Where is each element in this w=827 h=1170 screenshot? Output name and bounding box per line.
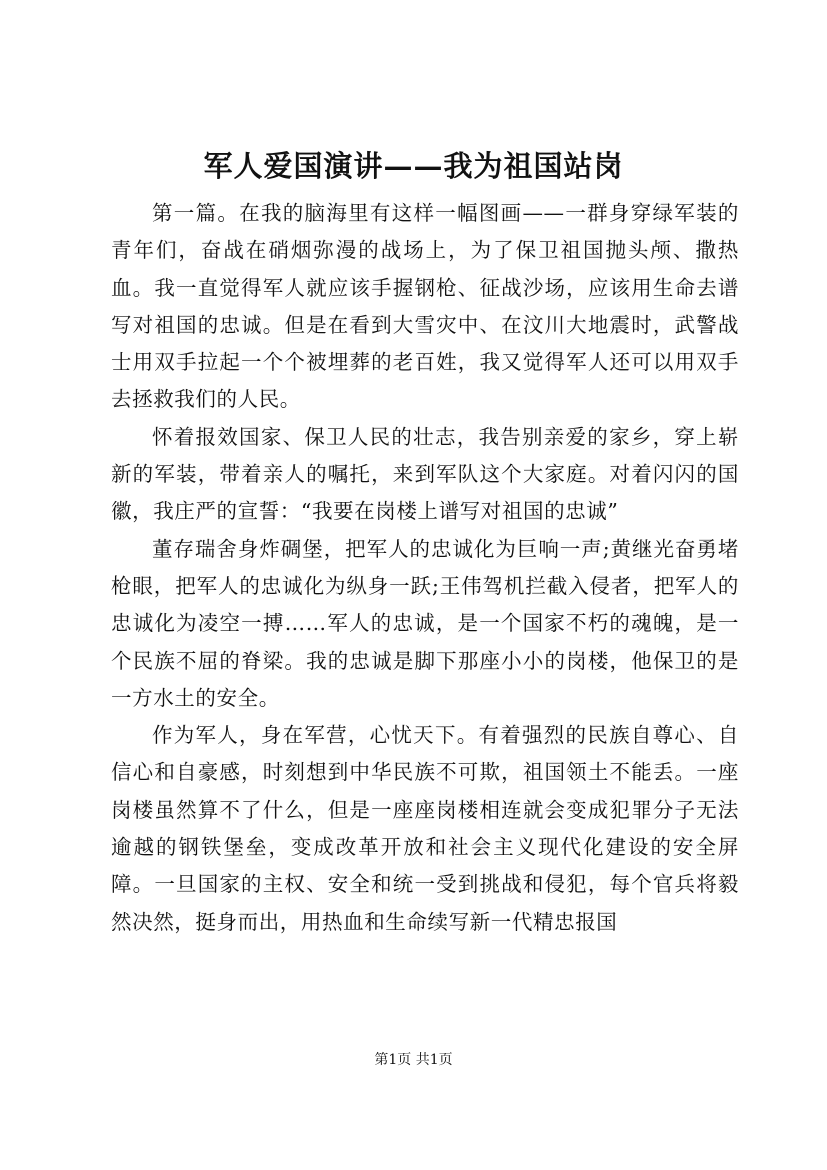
- document-body: [111, 195, 739, 941]
- paragraph: 董存瑞舍身炸碉堡，把军人的忠诚化为巨响一声;黄继光奋勇堵枪眼，把军人的忠诚化为纵身一跃;王伟驾机拦截入侵者，把军人的忠诚化为凌空一搏……军人的忠诚，是一个国家不朽的魂魄，是一个民族不屈的脊梁。我的忠诚是脚下那座小小的岗楼，他保卫的是一方水土的安全。: [111, 536, 739, 710]
- paragraph: 作为军人，身在军营，心忧天下。有着强烈的民族自尊心、自信心和自豪感，时刻想到中华民族不可欺，祖国领土不能丢。一座岗楼虽然算不了什么，但是一座座岗楼相连就会变成犯罪分子无法逾越的钢铁堡垒，变成改革开放和社会主义现代化建设的安全屏障。一旦国家的主权、安全和统一受到挑战和侵犯，每个官兵将毅然决然，挺身而出，用热血和生命续写新一代精忠报国: [111, 723, 739, 934]
- page-number-footer: 第1页 共1页: [374, 1052, 453, 1068]
- document-title: 军人爱国演讲——我为祖国站岗: [203, 149, 624, 183]
- paragraph: 第一篇。在我的脑海里有这样一幅图画——一群身穿绿军装的青年们，奋战在硝烟弥漫的战场上，为了保卫祖国抛头颅、撒热血。我一直觉得军人就应该手握钢枪、征战沙场，应该用生命去谱写对祖国的忠诚。但是在看到大雪灾中、在汶川大地震时，武警战士用双手拉起一个个被埋葬的老百姓，我又觉得军人还可以用双手去拯救我们的人民。: [111, 201, 739, 412]
- paragraph: 怀着报效国家、保卫人民的壮志，我告别亲爱的家乡，穿上崭新的军装，带着亲人的嘱托，来到军队这个大家庭。对着闪闪的国徽，我庄严的宣誓：“我要在岗楼上谱写对祖国的忠诚”: [111, 424, 739, 524]
